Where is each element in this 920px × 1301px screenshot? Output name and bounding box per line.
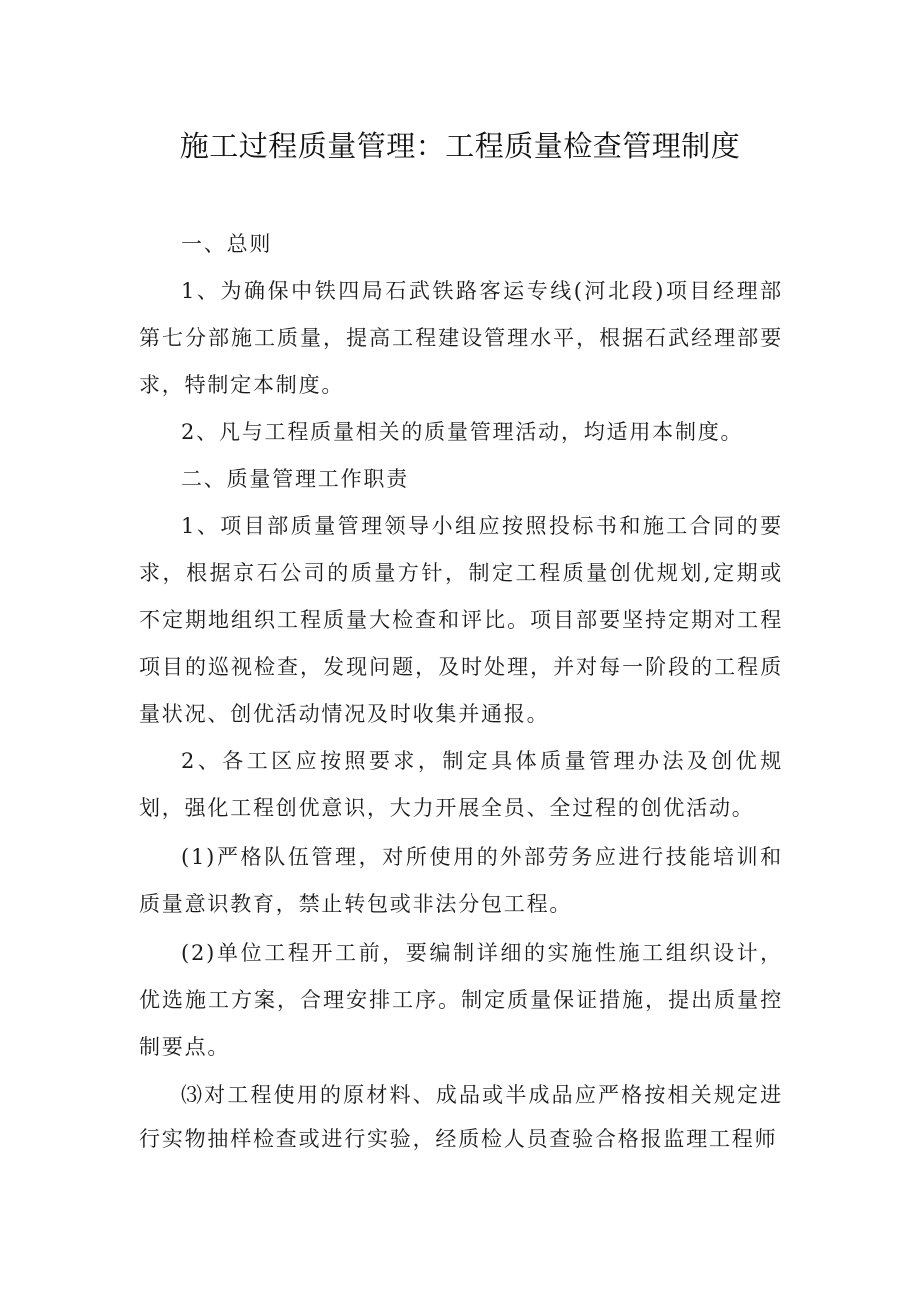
section-heading-responsibilities: 二、质量管理工作职责 xyxy=(181,467,409,491)
paragraph-purpose: 1、为确保中铁四局石武铁路客运专线(河北段)项目经理部第七分部施工质量，提高工程建设管理水平，根据石武经理部要求，特制定本制度。 xyxy=(139,279,783,397)
document-title: 施工过程质量管理：工程质量检查管理制度 xyxy=(179,129,741,163)
document-body xyxy=(139,221,783,1161)
list-item-team-management: (1)严格队伍管理，对所使用的外部劳务应进行技能培训和质量意识教育，禁止转包或非法分包工程。 xyxy=(139,845,783,916)
list-item-material-inspection: ⑶对工程使用的原材料、成品或半成品应严格按相关规定进行实物抽样检查或进行实验，经质检人员查验合格报监理工程师 xyxy=(139,1083,783,1151)
section-heading-general: 一、总则 xyxy=(181,232,273,256)
paragraph-project-leadership: 1、项目部质量管理领导小组应按照投标书和施工合同的要求，根据京石公司的质量方针，制定工程质量创优规划,定期或不定期地组织工程质量大检查和评比。项目部要坚持定期对工程项目的巡视检查，发现问题，及时处理，并对每一阶段的工程质量状况、创优活动情况及时收集并通报。 xyxy=(139,514,783,726)
paragraph-work-areas: 2、各工区应按照要求，制定具体质量管理办法及创优规划，强化工程创优意识，大力开展全员、全过程的创优活动。 xyxy=(139,749,783,820)
list-item-construction-design: (2)单位工程开工前，要编制详细的实施性施工组织设计，优选施工方案，合理安排工序。制定质量保证措施，提出质量控制要点。 xyxy=(139,941,783,1059)
paragraph-scope: 2、凡与工程质量相关的质量管理活动，均适用本制度。 xyxy=(181,420,744,444)
